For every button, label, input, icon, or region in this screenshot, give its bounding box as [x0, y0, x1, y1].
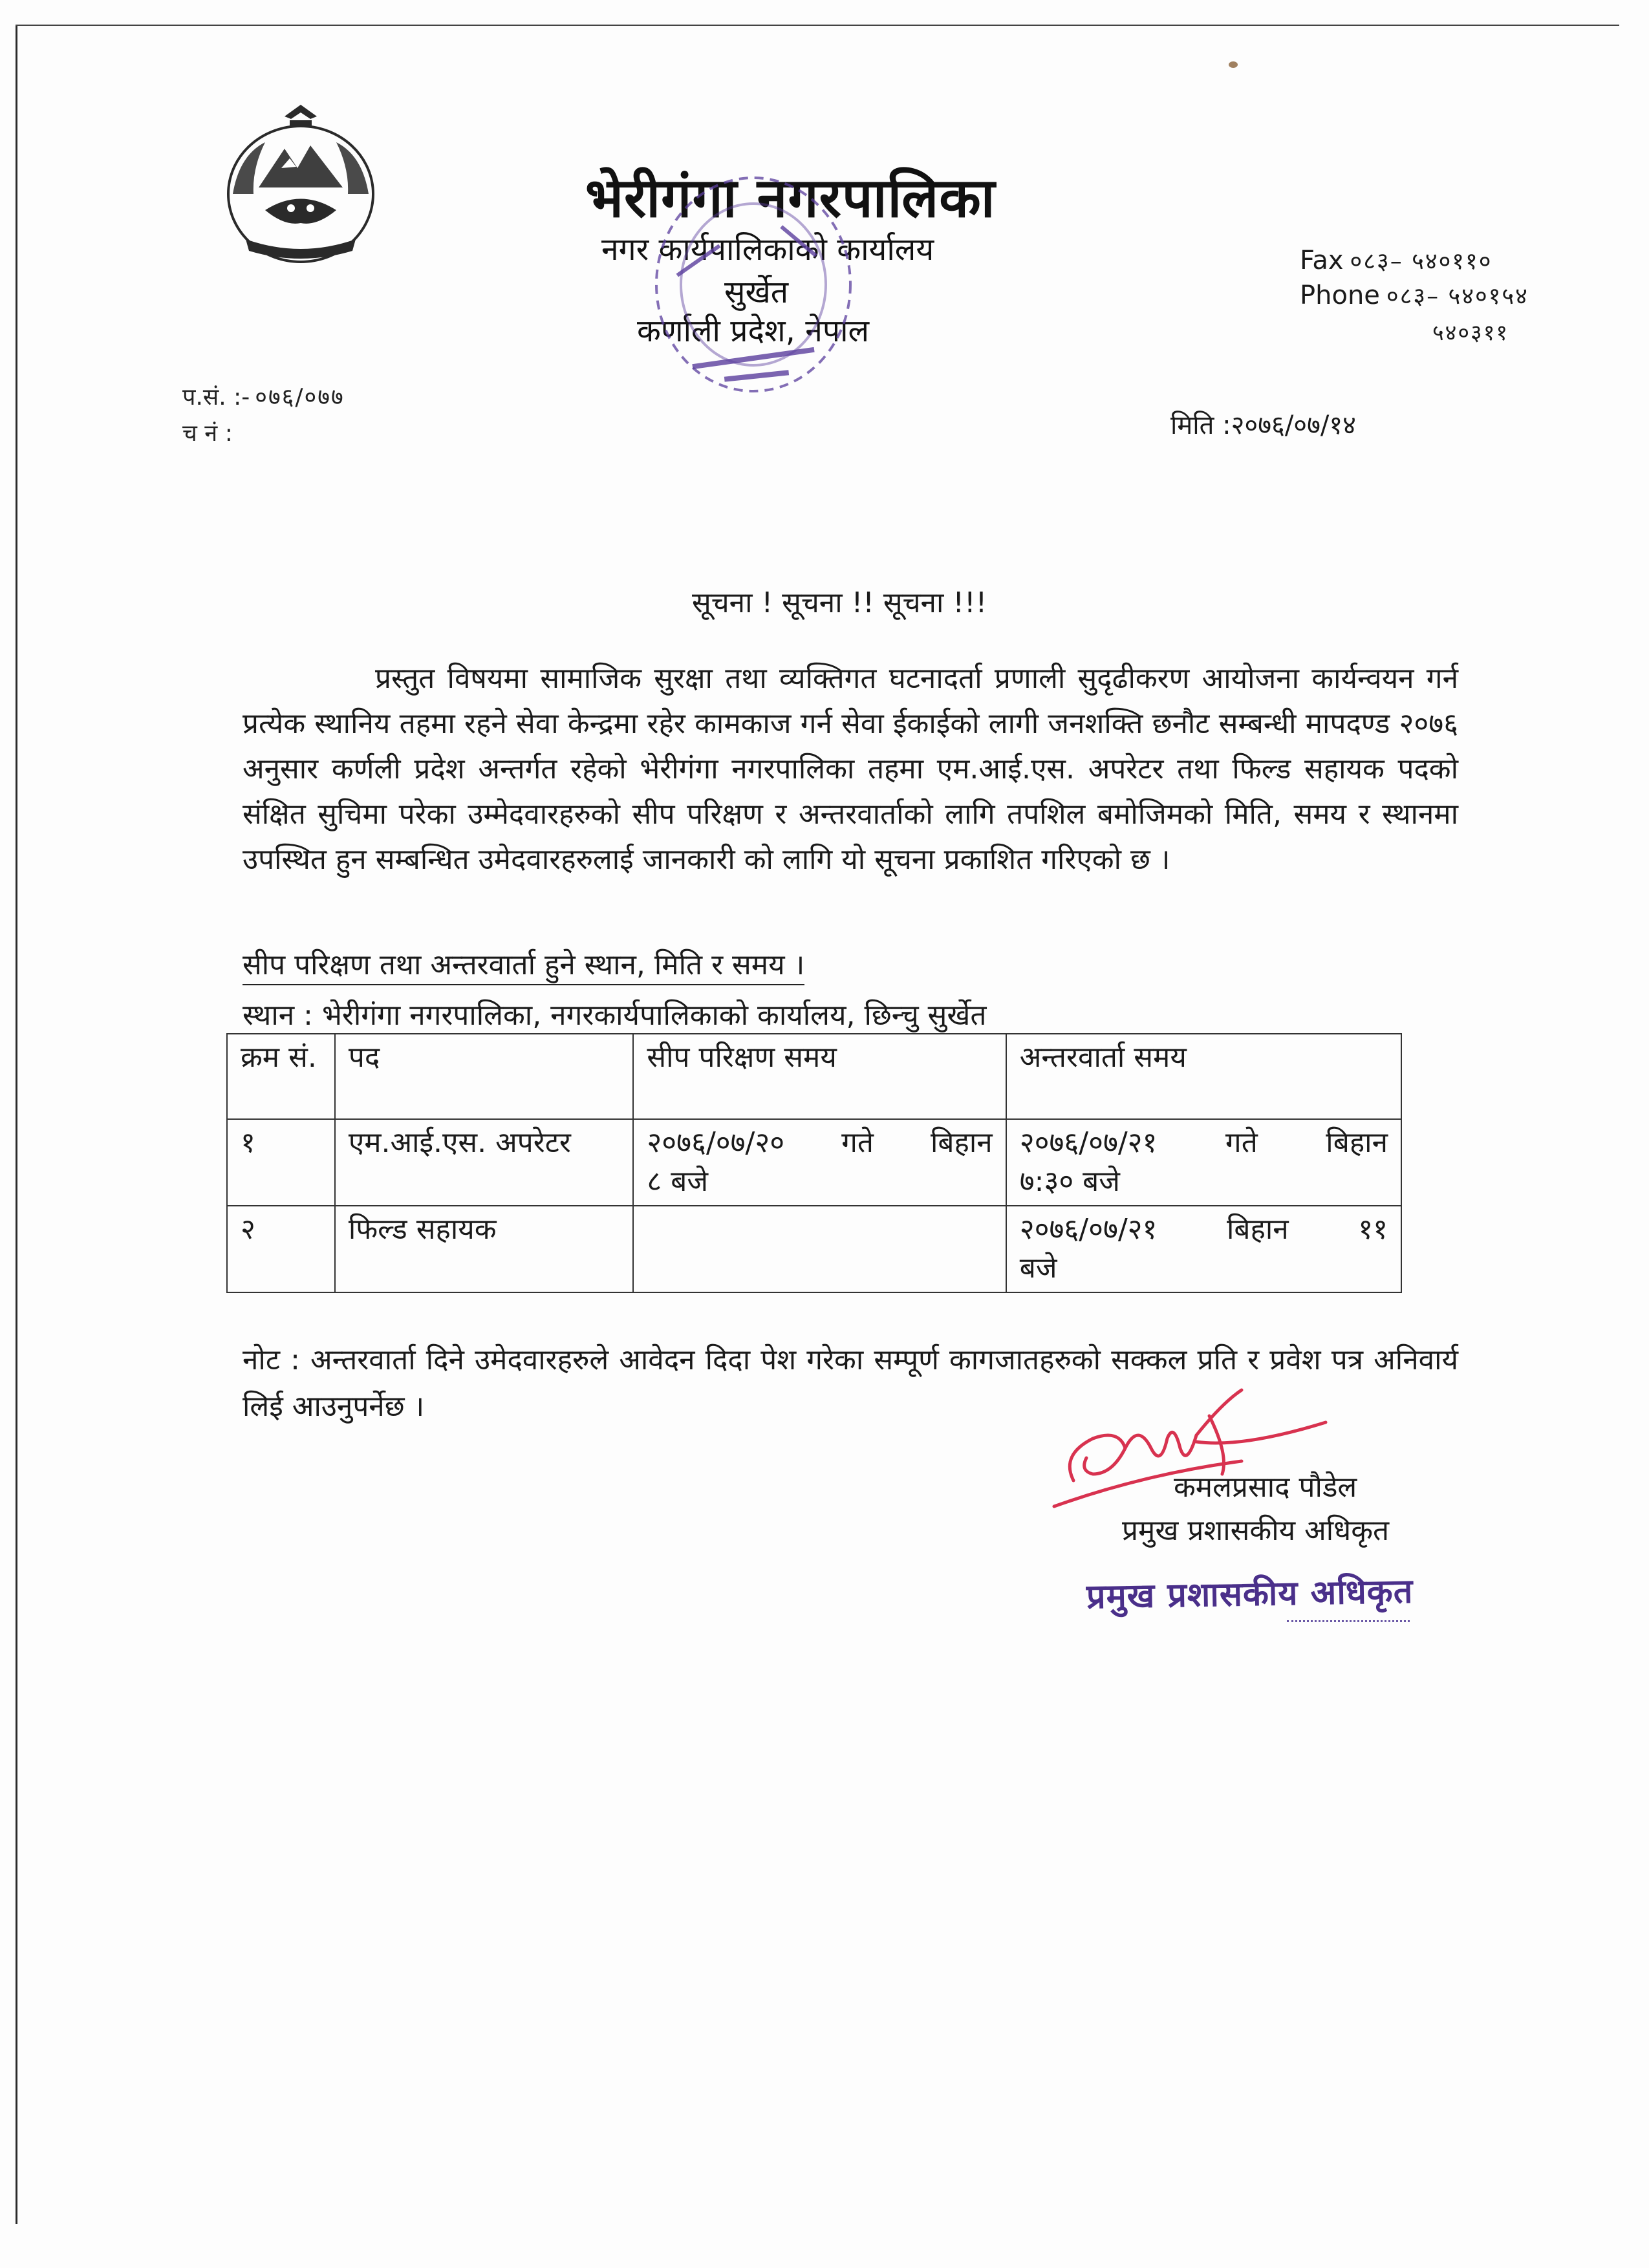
cell-skill-test-time [633, 1206, 1006, 1292]
phone-number: ०८३– ५४०१५४ [1386, 283, 1529, 310]
header-post: पद [335, 1034, 634, 1119]
cell-post: फिल्ड सहायक [335, 1206, 634, 1292]
reference-chn [182, 416, 238, 448]
phone-contact [1300, 279, 1529, 311]
venue-place: स्थान : भेरीगंगा नगरपालिका, नगरकार्यपालिकाको कार्यालय, छिन्चु सुर्खेत [242, 999, 987, 1032]
cell-interview-time [1006, 1119, 1401, 1206]
cell-serial: १ [227, 1119, 335, 1206]
signatory-name: कमलप्रसाद पौडेल [1174, 1471, 1357, 1504]
table-row [227, 1119, 1401, 1206]
designation-stamp: प्रमुख प्रशासकीय अधिकृत [1086, 1572, 1414, 1617]
cell-skill-test-time [633, 1119, 1006, 1206]
fax-label: Fax [1300, 246, 1344, 275]
scan-edge-top [16, 25, 1619, 26]
venue-title: सीप परिक्षण तथा अन्तरवार्ता हुने स्थान, मिति र समय । [242, 944, 804, 985]
ps-label: प.सं. :- [182, 384, 250, 411]
interview-time-line2: बजे [1019, 1252, 1057, 1285]
fax-contact [1300, 244, 1492, 276]
designation-stamp-line [1287, 1620, 1410, 1629]
skill-time-line2: ८ बजे [647, 1165, 709, 1198]
reference-ps [182, 380, 345, 412]
chn-label: च नं : [182, 420, 233, 447]
skill-time-line1: २०७६/०७/२० गते बिहान [647, 1126, 993, 1159]
cell-post: एम.आई.एस. अपरेटर [335, 1119, 634, 1206]
notice-heading: सूचना ! सूचना !! सूचना !!! [692, 586, 987, 619]
notice-date: मिति :२०७६/०७/१४ [1170, 411, 1356, 440]
cell-serial: २ [227, 1206, 335, 1292]
phone-number-secondary: ५४०३११ [1432, 320, 1509, 346]
phone-label: Phone [1300, 281, 1380, 310]
cell-interview-time [1006, 1206, 1401, 1292]
interview-time-line2: ७:३० बजे [1019, 1165, 1120, 1198]
scan-dust-mark [1229, 61, 1238, 68]
office-seal-stamp [647, 168, 860, 407]
nepal-emblem-icon [213, 97, 388, 272]
district-name: सुर्खेत [724, 274, 789, 310]
note-text: नोट : अन्तरवार्ता दिने उमेदवारहरुले आवेदन दिदा पेश गरेका सम्पूर्ण कागजातहरुको सक्कल प्रति र प्रवेश पत्र अनिवार्य लिई आउनुपर्नेछ । [242, 1343, 1458, 1423]
municipality-title: भेरीगंगा नगरपालिका [585, 166, 996, 230]
fax-number: ०८३– ५४०११० [1350, 248, 1493, 275]
interview-time-line1: २०७६/०७/२१ गते बिहान [1019, 1126, 1388, 1159]
office-name: नगर कार्यपालिकाको कार्यालय [601, 231, 934, 268]
header-skill-test-time: सीप परिक्षण समय [633, 1034, 1006, 1119]
office-address: कर्णाली प्रदेश, नेपाल [637, 313, 870, 349]
signatory-title: प्रमुख प्रशासकीय अधिकृत [1122, 1514, 1390, 1547]
ps-value: ०७६/०७७ [255, 384, 345, 411]
header-interview-time: अन्तरवार्ता समय [1006, 1034, 1401, 1119]
interview-time-line1: २०७६/०७/२१ बिहान ११ [1019, 1213, 1388, 1246]
table-row [227, 1206, 1401, 1292]
schedule-table [226, 1033, 1402, 1293]
header-serial: क्रम सं. [227, 1034, 335, 1119]
scan-edge-left [16, 26, 17, 2224]
notice-body: प्रस्तुत विषयमा सामाजिक सुरक्षा तथा व्यक्तिगत घटनादर्ता प्रणाली सुदृढीकरण आयोजना कार्यन्वयन गर्न प्रत्येक स्थानिय तहमा रहने सेवा केन्द्रमा रहेर कामकाज गर्न सेवा ईकाईको लागी जनशक्ति छनौट सम्बन्धी मापदण्ड २०७६ अनुसार कर्णली प्रदेश अन्तर्गत रहेको भेरीगंगा नगरपालिका तहमा एम.आई.एस. अपरेटर तथा फिल्ड सहायक पदको संक्षित सुचिमा परेका उम्मेदवारहरुको सीप परिक्षण र अन्तरवार्ताको लागि तपशिल बमोजिमको मिति, समय र स्थानमा उपस्थित हुन सम्बन्धित उमेदवारहरुलाई जानकारी को लागि यो सूचना प्रकाशित गरिएको छ । [242, 662, 1458, 876]
schedule-header-row [227, 1034, 1401, 1119]
